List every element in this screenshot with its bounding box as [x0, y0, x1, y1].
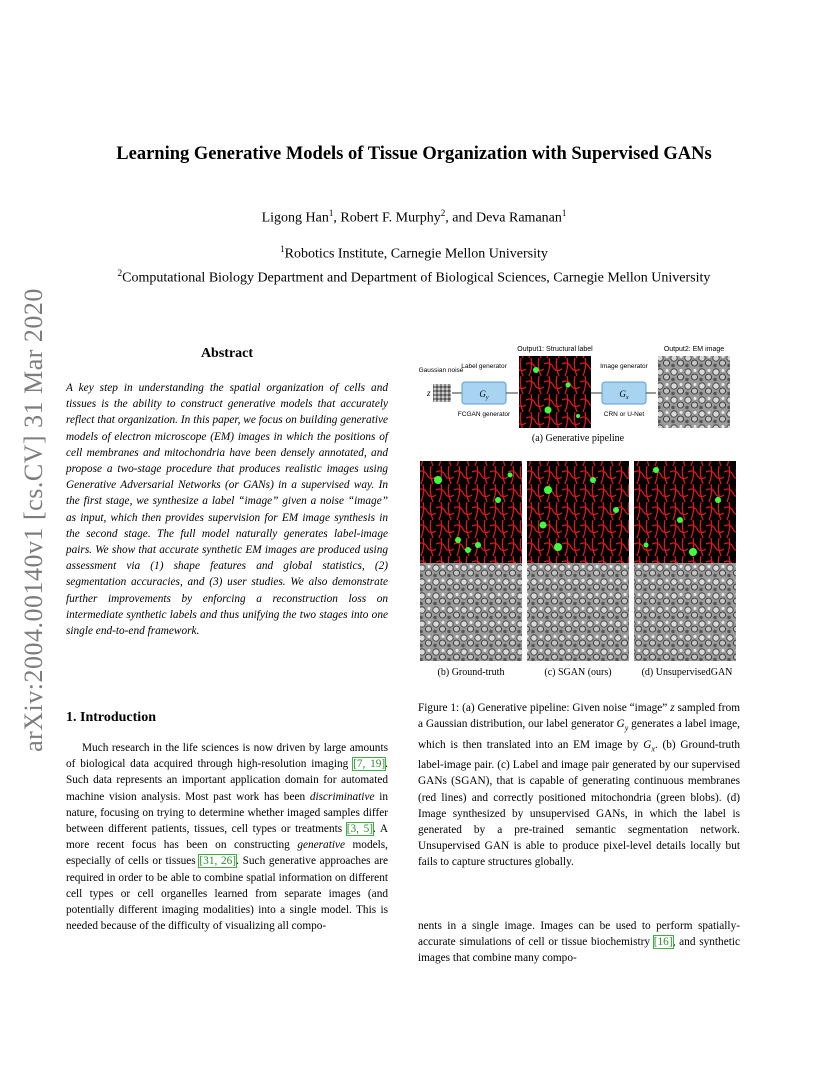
affiliation-sup: 2	[117, 267, 123, 278]
math-sub: x	[651, 743, 655, 753]
citation-link[interactable]: [7, 19]	[353, 758, 386, 771]
affiliation-sup: 1	[280, 244, 285, 254]
text-run: nents in a single image. Images can be used to perform spatially-accurate simulations of cell or tissue biochemistry	[418, 920, 740, 949]
panel-ground-truth	[420, 461, 522, 661]
affiliation-text: Computational Biology Department and Department of Biological Sciences, Carnegie Mellon University	[122, 270, 711, 286]
author-sup: 1	[561, 208, 567, 218]
author-name: Ligong Han	[261, 210, 329, 226]
author-list: Ligong Han$^1$, Robert F. Murphy$^2$, and Deva Ramanan$^1$	[261, 208, 567, 226]
caption-c: (c) SGAN (ours)	[544, 667, 612, 678]
paper-title: Learning Generative Models of Tissue Organization with Supervised GANs	[116, 144, 712, 164]
citation-link[interactable]: [3, 5]	[346, 823, 374, 836]
author-name: Robert F. Murphy	[340, 210, 441, 226]
gy-symbol: $G_y$	[479, 389, 489, 401]
figure-1	[418, 340, 738, 680]
math: G	[643, 738, 652, 751]
text-run: . A more recent focus has been on constructing	[66, 823, 388, 852]
abstract-heading: Abstract	[200, 346, 254, 361]
noise-image	[433, 384, 451, 402]
text-run: Figure 1: (a) Generative pipeline: Given noise “image”	[418, 702, 671, 714]
image-generator-label: Image generator	[600, 363, 648, 370]
label-generator-label: Label generator	[461, 363, 507, 370]
output1-label: Output1: Structural label	[517, 346, 593, 353]
intro-paragraph	[66, 740, 388, 934]
text-run: , and synthetic images that combine many compo-	[418, 936, 740, 965]
emphasis: discriminative	[309, 790, 375, 803]
caption-d: (d) UnsupervisedGAN	[641, 667, 733, 678]
text-run: in nature, focusing on trying to determine whether imaged samples differ between different patients, tissues, cell types or treatments	[66, 790, 388, 836]
output2-label: Output2: EM image	[663, 346, 725, 353]
math-sub: y	[624, 723, 629, 733]
text-run: sampled from a Gaussian distribution, our label generator	[418, 702, 740, 731]
noise-label: Gaussian noise	[418, 367, 464, 374]
emphasis: generative	[297, 839, 346, 852]
crn-label: CRN or U-Net	[603, 411, 645, 418]
author-sup: 1	[328, 208, 334, 218]
math: z	[670, 702, 675, 714]
text-run: . Such data represents an important application domain for automated machine vision analysis. Most past work has been	[66, 758, 388, 803]
panel-unsupervised	[634, 461, 736, 661]
panel-sgan	[527, 461, 629, 661]
figure-caption	[418, 700, 740, 871]
text-run: generates a label image, which is then translated into an EM image by	[418, 718, 740, 751]
label-output-image	[519, 356, 591, 428]
text-run: models, especially of cells or tissues	[66, 839, 388, 868]
citation-link[interactable]: [16]	[653, 936, 673, 949]
affiliation-2	[60, 264, 768, 288]
affiliations	[60, 240, 768, 287]
fcgan-label: FCGAN generator	[457, 411, 511, 418]
abstract-text: A key step in understanding the spatial organization of cells and tissues is the ability to construct generative models that accurately reflect that organization. In this paper, we focus on building generative models of electron microscope (EM) images in which the positions of cell membranes and mitochondria have been densely annotated, and propose a two-stage procedure that produces realistic images using Generative Adversarial Networks (or GANs) in a supervised way. In the first stage, we synthesize a label “image” given a noise “image” as input, which then provides supervision for EM image synthesis in the second stage. The full model naturally generates label-image pairs. We show that accurate synthetic EM images are produced using assessment via (1) shape features and global statistics, (2) segmentation accuracies, and (3) user studies. We also demonstrate further improvements by enforcing a reconstruction loss on intermediate synthetic labels and thus unifying the two stages into one single end-to-end framework.	[66, 382, 388, 638]
math: G	[616, 718, 625, 731]
text-run: . (b) Ground-truth label-image pair. (c) Label and image pair generated by our supervised GANs (SGAN), that is capable of generating continuous membranes (red lines) and correctly positioned mitochondria (green blobs). (d) Image synthesized by unsupervised GANs, in which the label is generated by a pre-trained semantic segmentation network. Unsupervised GAN is able to produce pixel-level details locally but fails to capture structures globally.	[418, 738, 740, 869]
affiliation-1	[60, 240, 768, 264]
author-name: Deva Ramanan	[475, 210, 562, 226]
author-sup: 2	[440, 208, 446, 218]
affiliation-text: Robotics Institute, Carnegie Mellon University	[284, 246, 548, 262]
text-run: Much research in the life sciences is now driven by large amounts of biological data acquired through high-resolution imaging	[66, 742, 388, 771]
em-output-image	[658, 356, 730, 428]
arxiv-id: arXiv:2004.00140v1 [cs.CV] 31 Mar 2020	[19, 287, 48, 752]
text-run: . Such generative approaches are required in order to be able to combine spatial information on different cell types or cell organelles learned from separate images (and potentially different imaging modalities) into a single model. This is needed because of the difficulty of visualizing all compo-	[66, 855, 388, 933]
section-heading: 1. Introduction	[66, 710, 156, 725]
z-symbol: z	[427, 388, 431, 398]
arxiv-sidebar	[14, 282, 54, 757]
body-paragraph	[418, 918, 740, 967]
citation-link[interactable]: [31, 26]	[199, 855, 237, 868]
caption-a: (a) Generative pipeline	[531, 433, 625, 444]
caption-b: (b) Ground-truth	[437, 667, 505, 678]
gx-symbol: $G_x$	[619, 389, 629, 401]
